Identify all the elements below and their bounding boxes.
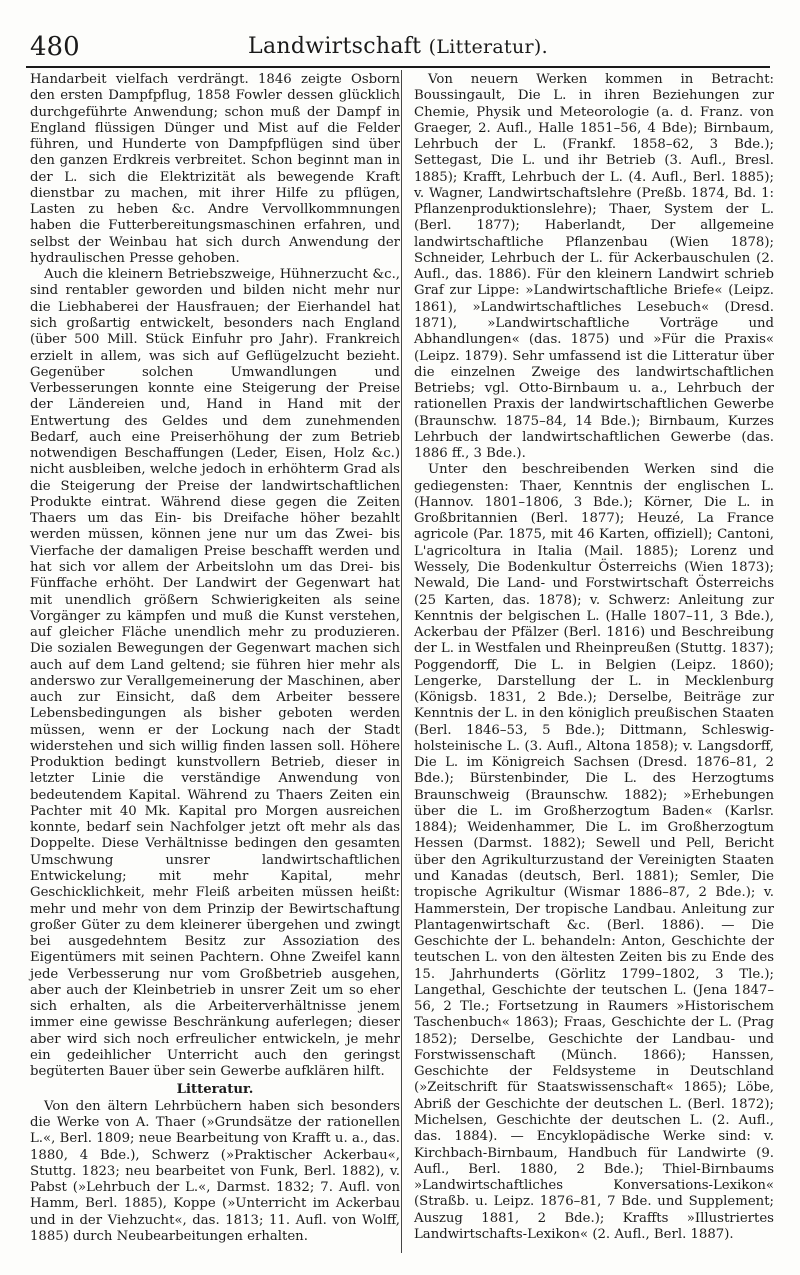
running-title-main: Landwirtschaft — [248, 34, 422, 59]
left-column — [30, 72, 400, 1245]
section-heading-litteratur: Litteratur. — [176, 1082, 254, 1098]
left-paragraph-3: Von den ältern Lehrbüchern haben sich besonders die Werke von A. Thaer (»Grundsätze der rationellen L.«, Berl. 1809; neue Bearbeitung von Krafft u. a., das. 1880, 4 Bde.), Schwerz (»Praktischer Ackerbau«, Stuttg. 1823; neu bearbeitet von Funk, Berl. 1882), v. Pabst (»Lehrbuch der L.«, Darmst. 1832; 7. Aufl. von Hamm, Berl. 1885), Koppe (»Unterricht im Ackerbau und in der Viehzucht«, das. 1813; 11. Aufl. von Wolff, 1885) durch Neubearbeitungen erhalten. — [30, 1098, 400, 1244]
page-header — [26, 26, 770, 66]
right-paragraph-1: Von neuern Werken kommen in Betracht: Boussingault, Die L. in ihren Beziehungen zur Chemie, Physik und Meteorologie (a. d. Franz. von Graeger, 2. Aufl., Halle 1851–56, 4 Bde); Birnbaum, Lehrbuch der L. (Frankf. 1858–62, 3 Bde.); Settegast, Die L. und ihr Betrieb (3. Aufl., Bresl. 1885); Krafft, Lehrbuch der L. (4. Aufl., Berl. 1885); v. Wagner, Landwirtschaftslehre (Preßb. 1874, Bd. 1: Pflanzenproduktionslehre); Thaer, System der L. (Berl. 1877); Haberlandt, Der allgemeine landwirtschaftliche Pflanzenbau (Wien 1878); Schneider, Lehrbuch der L. für Ackerbauschulen (2. Aufl., das. 1886). Für den kleinern Landwirt schrieb Graf zur Lippe: »Landwirtschaftliche Briefe« (Leipz. 1861), »Landwirtschaftliches Lesebuch« (Dresd. 1871), »Landwirtschaftliche Vorträge und Abhandlungen« (das. 1875) und »Für die Praxis« (Leipz. 1879). Sehr umfassend ist die Litteratur über die einzelnen Zweige des landwirtschaftlichen Betriebs; vgl. Otto-Birnbaum u. a., Lehrbuch der rationellen Praxis der landwirtschaftlichen Gewerbe (Braunschw. 1875–84, 14 Bde.); Birnbaum, Kurzes Lehrbuch der landwirtschaftlichen Gewerbe (das. 1886 ff., 3 Bde.). — [414, 72, 774, 462]
right-column — [414, 72, 774, 1243]
running-title-sub: (Litteratur). — [428, 36, 548, 58]
running-title — [26, 34, 770, 59]
left-paragraph-1: Handarbeit vielfach verdrängt. 1846 zeigte Osborn den ersten Dampfpflug, 1858 Fowler dessen glücklich durchgeführte Anwendung; schon muß der Dampf in England flüssigen Dünger und Mist auf die Felder führen, und Hunderte von Dampfpflügen sind über den ganzen Erdkreis verbreitet. Schon beginnt man in der L. sich die Elektrizität als bewegende Kraft dienstbar zu machen, mit ihrer Hilfe zu pflügen, Lasten zu heben &c. Andre Vervollkommnungen haben die Futterbereitungsmaschinen erfahren, und selbst der Weinbau hat sich durch Anwendung der hydraulischen Presse gehoben. — [30, 72, 400, 266]
right-paragraph-2: Unter den beschreibenden Werken sind die gediegensten: Thaer, Kenntnis der englischen L. (Hannov. 1801–1806, 3 Bde.); Körner, Die L. in Großbritannien (Berl. 1877); Heuzé, La France agricole (Par. 1875, mit 46 Karten, offiziell); Cantoni, L'agricoltura in Italia (Mail. 1885); Lorenz und Wessely, Die Bodenkultur Österreichs (Wien 1873); Newald, Die Land- und Forstwirtschaft Österreichs (25 Karten, das. 1878); v. Schwerz: Anleitung zur Kenntnis der belgischen L. (Halle 1807–11, 3 Bde.), Ackerbau der Pfälzer (Berl. 1816) und Beschreibung der L. in Westfalen und Rheinpreußen (Stuttg. 1837); Poggendorff, Die L. in Belgien (Leipz. 1860); Lengerke, Darstellung der L. in Mecklenburg (Königsb. 1831, 2 Bde.); Derselbe, Beiträge zur Kenntnis der L. in den königlich preußischen Staaten (Berl. 1846–53, 5 Bde.); Dittmann, Schleswig-holsteinische L. (3. Aufl., Altona 1858); v. Langsdorff, Die L. im Königreich Sachsen (Dresd. 1876–81, 2 Bde.); Bürstenbinder, Die L. des Herzogtums Braunschweig (Braunschw. 1882); »Erhebungen über die L. im Großherzogtum Baden« (Karlsr. 1884); Weidenhammer, Die L. im Großherzogtum Hessen (Darmst. 1882); Sewell und Pell, Bericht über den Agrikulturzustand der Vereinigten Staaten und Kanadas (deutsch, Berl. 1881); Semler, Die tropische Agrikultur (Wismar 1886–87, 2 Bde.); v. Hammerstein, Der tropische Landbau. Anleitung zur Plantagenwirtschaft &c. (Berl. 1886). — Die Geschichte der L. behandeln: Anton, Geschichte der teutschen L. von den ältesten Zeiten bis zu Ende des 15. Jahrhunderts (Görlitz 1799–1802, 3 Tle.); Langethal, Geschichte der teutschen L. (Jena 1847–56, 2 Tle.; Fortsetzung in Raumers »Historischem Taschenbuch« 1863); Fraas, Geschichte der L. (Prag 1852); Derselbe, Geschichte der Landbau- und Forstwissenschaft (Münch. 1866); Hanssen, Geschichte der Feldsysteme in Deutschland (»Zeitschrift für Staatswissenschaft« 1865); Löbe, Abriß der Geschichte der deutschen L. (Berl. 1872); Michelsen, Geschichte der deutschen L. (2. Aufl., das. 1884). — Encyklopädische Werke sind: v. Kirchbach-Birnbaum, Handbuch für Landwirte (9. Aufl., Berl. 1880, 2 Bde.); Thiel-Birnbaums »Landwirtschaftliches Konversations-Lexikon« (Straßb. u. Leipz. 1876–81, 7 Bde. und Supplement; Auszug 1881, 2 Bde.); Kraffts »Illustriertes Landwirtschafts-Lexikon« (2. Aufl., Berl. 1887). — [414, 462, 774, 1242]
header-rule — [26, 66, 770, 68]
left-paragraph-2: Auch die kleinern Betriebszweige, Hühnerzucht &c., sind rentabler geworden und bilden nicht mehr nur die Liebhaberei der Hausfrauen; der Eierhandel hat sich großartig entwickelt, besonders nach England (über 500 Mill. Stück Einfuhr pro Jahr). Frankreich erzielt in allem, was sich auf Geflügelzucht bezieht. Gegenüber solchen Umwandlungen und Verbesserungen konnte eine Steigerung der Preise der Ländereien und, Hand in Hand mit der Entwertung des Geldes und dem zunehmenden Bedarf, auch eine Preiserhöhung der zum Betrieb notwendigen Beschaffungen (Leder, Eisen, Holz &c.) nicht ausbleiben, welche jedoch in erhöhterm Grad als die Steigerung der Preise der landwirtschaftlichen Produkte eintrat. Während diese gegen die Zeiten Thaers um das Ein- bis Dreifache höher bezahlt werden müssen, können jene nur um das Zwei- bis Vierfache der damaligen Preise beschafft werden und hat sich vor allem der Arbeitslohn um das Drei- bis Fünffache erhöht. Der Landwirt der Gegenwart hat mit unendlich größern Schwierigkeiten als seine Vorgänger zu kämpfen und muß die Kunst verstehen, auf gleicher Fläche unendlich mehr zu produzieren. Die sozialen Bewegungen der Gegenwart machen sich auch auf dem Land geltend; sie führen hier mehr als anderswo zur Verallgemeinerung der Maschinen, aber auch zur Einsicht, daß dem Arbeiter bessere Lebensbedingungen als bisher geboten werden müssen, wenn er der Lockung nach der Stadt widerstehen und sich willig finden lassen soll. Höhere Produktion bedingt kunstvollern Betrieb, dieser in letzter Linie die verständige Anwendung von bedeutendem Kapital. Während zu Thaers Zeiten ein Pachter mit 40 Mk. Kapital pro Morgen ausreichen konnte, bedarf sein Nachfolger jetzt oft mehr als das Doppelte. Diese Verhältnisse bedingen den gesamten Umschwung unsrer landwirtschaftlichen Entwickelung; mit mehr Kapital, mehr Geschicklichkeit, mehr Fleiß arbeiten müssen heißt: mehr und mehr von dem Prinzip der Bewirtschaftung großer Güter zu dem kleinerer übergehen und zwingt bei ausgedehntem Besitz zur Assoziation des Eigentümers mit seinen Pachtern. Ohne Zweifel kann jede Verbesserung nur vom Großbetrieb ausgehen, aber auch der Kleinbetrieb in unsrer Zeit um so eher sich erhalten, als die Arbeiterverhältnisse jenem immer eine gewisse Beschränkung auferlegen; dieser aber wird sich noch erfreulicher entwickeln, je mehr ein gedeihlicher Unterricht auch den geringst begüterten Bauer über sein Gewerbe aufklären hilft. — [30, 267, 400, 1080]
column-divider — [401, 70, 402, 1253]
page-number: 480 — [30, 32, 80, 62]
